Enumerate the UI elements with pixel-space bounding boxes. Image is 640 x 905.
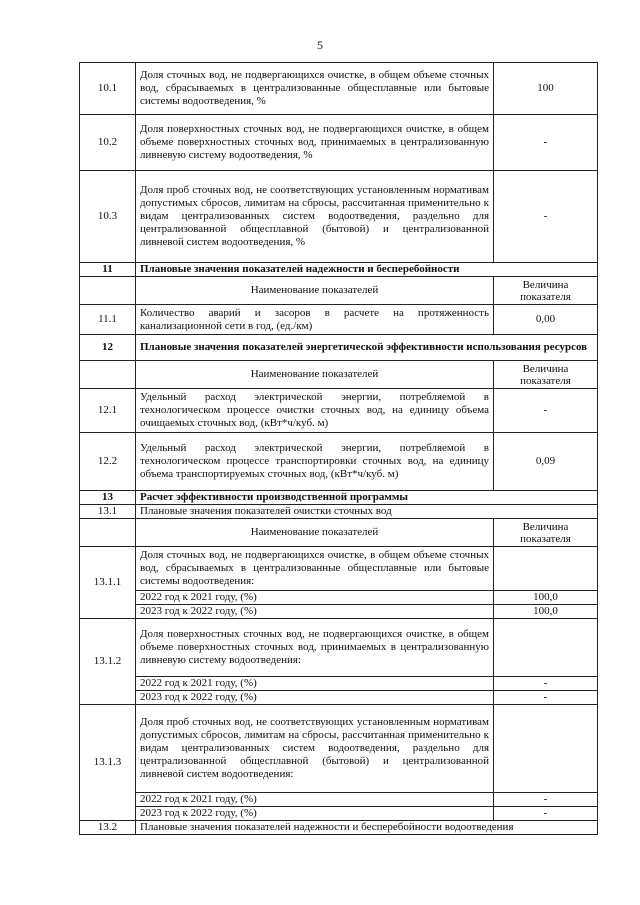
row-number: 10.1 <box>80 63 136 115</box>
indicator-value: 100 <box>494 63 598 115</box>
indicator-value: - <box>494 171 598 263</box>
subsection-row <box>80 505 598 519</box>
year-label: 2022 год к 2021 году, (%) <box>136 591 494 605</box>
value-column-header: Величина показателя <box>494 519 598 547</box>
table-row <box>80 115 598 171</box>
row-number: 12.1 <box>80 389 136 433</box>
section-number: 11 <box>80 263 136 277</box>
section-number: 12 <box>80 335 136 361</box>
value-column-header: Величина показателя <box>494 361 598 389</box>
section-title: Расчет эффективности производственной программы <box>136 491 598 505</box>
row-number: 10.2 <box>80 115 136 171</box>
section-title: Плановые значения показателей очистки сточных вод <box>136 505 598 519</box>
year-row <box>80 793 598 807</box>
indicator-name: Доля сточных вод, не подвергающихся очистке, в общем объеме сточных вод, сбрасываемых в централизованные общесплавные или бытовые системы водоотведения: <box>136 547 494 591</box>
year-label: 2022 год к 2021 году, (%) <box>136 793 494 807</box>
table-row <box>80 63 598 115</box>
row-number: 13.1.2 <box>80 619 136 705</box>
section-title: Плановые значения показателей надежности и бесперебойности водоотведения <box>136 821 598 835</box>
year-value: - <box>494 793 598 807</box>
row-number: 11.1 <box>80 305 136 335</box>
year-value: 100,0 <box>494 605 598 619</box>
indicator-name: Доля сточных вод, не подвергающихся очистке, в общем объеме сточных вод, сбрасываемых в централизованные общесплавные или бытовые системы водоотведения, % <box>136 63 494 115</box>
year-row <box>80 591 598 605</box>
table-row <box>80 619 598 677</box>
table-row <box>80 305 598 335</box>
year-value: - <box>494 807 598 821</box>
year-row <box>80 691 598 705</box>
year-value: - <box>494 691 598 705</box>
section-number: 13.1 <box>80 505 136 519</box>
year-row <box>80 677 598 691</box>
table-row <box>80 433 598 491</box>
section-title: Плановые значения показателей энергетической эффективности использования ресурсов <box>136 335 598 361</box>
table-row <box>80 389 598 433</box>
year-row <box>80 605 598 619</box>
header-row <box>80 519 598 547</box>
indicator-value: 0,09 <box>494 433 598 491</box>
section-row <box>80 263 598 277</box>
indicator-value: - <box>494 389 598 433</box>
name-column-header: Наименование показателей <box>136 519 494 547</box>
year-value: 100,0 <box>494 591 598 605</box>
page-number: 5 <box>317 38 323 52</box>
indicators-table <box>79 62 598 835</box>
table-row <box>80 705 598 793</box>
indicator-name: Количество аварий и засоров в расчете на протяженность канализационной сети в год, (ед./км) <box>136 305 494 335</box>
value-column-header: Величина показателя <box>494 277 598 305</box>
indicator-name: Доля поверхностных сточных вод, не подвергающихся очистке, в общем объеме поверхностных сточных вод, принимаемых в централизованную ливневую систему водоотведения, % <box>136 115 494 171</box>
row-number: 13.1.1 <box>80 547 136 619</box>
indicator-value: 0,00 <box>494 305 598 335</box>
header-row <box>80 361 598 389</box>
indicator-name: Доля проб сточных вод, не соответствующих установленным нормативам допустимых сбросов, лимитам на сбросы, рассчитанная применительно к видам централизованных систем водоотведения, раздельно для централизованной общесплавной (бытовой) и централизованной ливневой систем водоотведения, % <box>136 171 494 263</box>
indicator-name: Доля проб сточных вод, не соответствующих установленным нормативам допустимых сбросов, лимитам на сбросы, рассчитанная применительно к видам централизованных систем водоотведения, раздельно для централизованной общесплавной (бытовой) и централизованной ливневой систем водоотведения: <box>136 705 494 793</box>
name-column-header: Наименование показателей <box>136 361 494 389</box>
name-column-header: Наименование показателей <box>136 277 494 305</box>
year-label: 2023 год к 2022 году, (%) <box>136 605 494 619</box>
section-title: Плановые значения показателей надежности и бесперебойности <box>136 263 598 277</box>
section-number: 13 <box>80 491 136 505</box>
header-row <box>80 277 598 305</box>
year-label: 2023 год к 2022 году, (%) <box>136 691 494 705</box>
section-number: 13.2 <box>80 821 136 835</box>
table-row <box>80 547 598 591</box>
indicator-name: Доля поверхностных сточных вод, не подвергающихся очистке, в общем объеме поверхностных сточных вод, принимаемых в централизованную ливневую систему водоотведения: <box>136 619 494 677</box>
row-number: 10.3 <box>80 171 136 263</box>
year-value: - <box>494 677 598 691</box>
table-row <box>80 171 598 263</box>
row-number: 12.2 <box>80 433 136 491</box>
indicator-name: Удельный расход электрической энергии, потребляемой в технологическом процессе очистки сточных вод, на единицу объема очищаемых сточных вод, (кВт*ч/куб. м) <box>136 389 494 433</box>
indicator-value: - <box>494 115 598 171</box>
year-label: 2022 год к 2021 году, (%) <box>136 677 494 691</box>
row-number: 13.1.3 <box>80 705 136 821</box>
section-row <box>80 491 598 505</box>
year-label: 2023 год к 2022 году, (%) <box>136 807 494 821</box>
subsection-row <box>80 821 598 835</box>
year-row <box>80 807 598 821</box>
section-row <box>80 335 598 361</box>
indicator-name: Удельный расход электрической энергии, потребляемой в технологическом процессе транспортировки сточных вод, на единицу объема транспортируемых сточных вод, (кВт*ч/куб. м) <box>136 433 494 491</box>
